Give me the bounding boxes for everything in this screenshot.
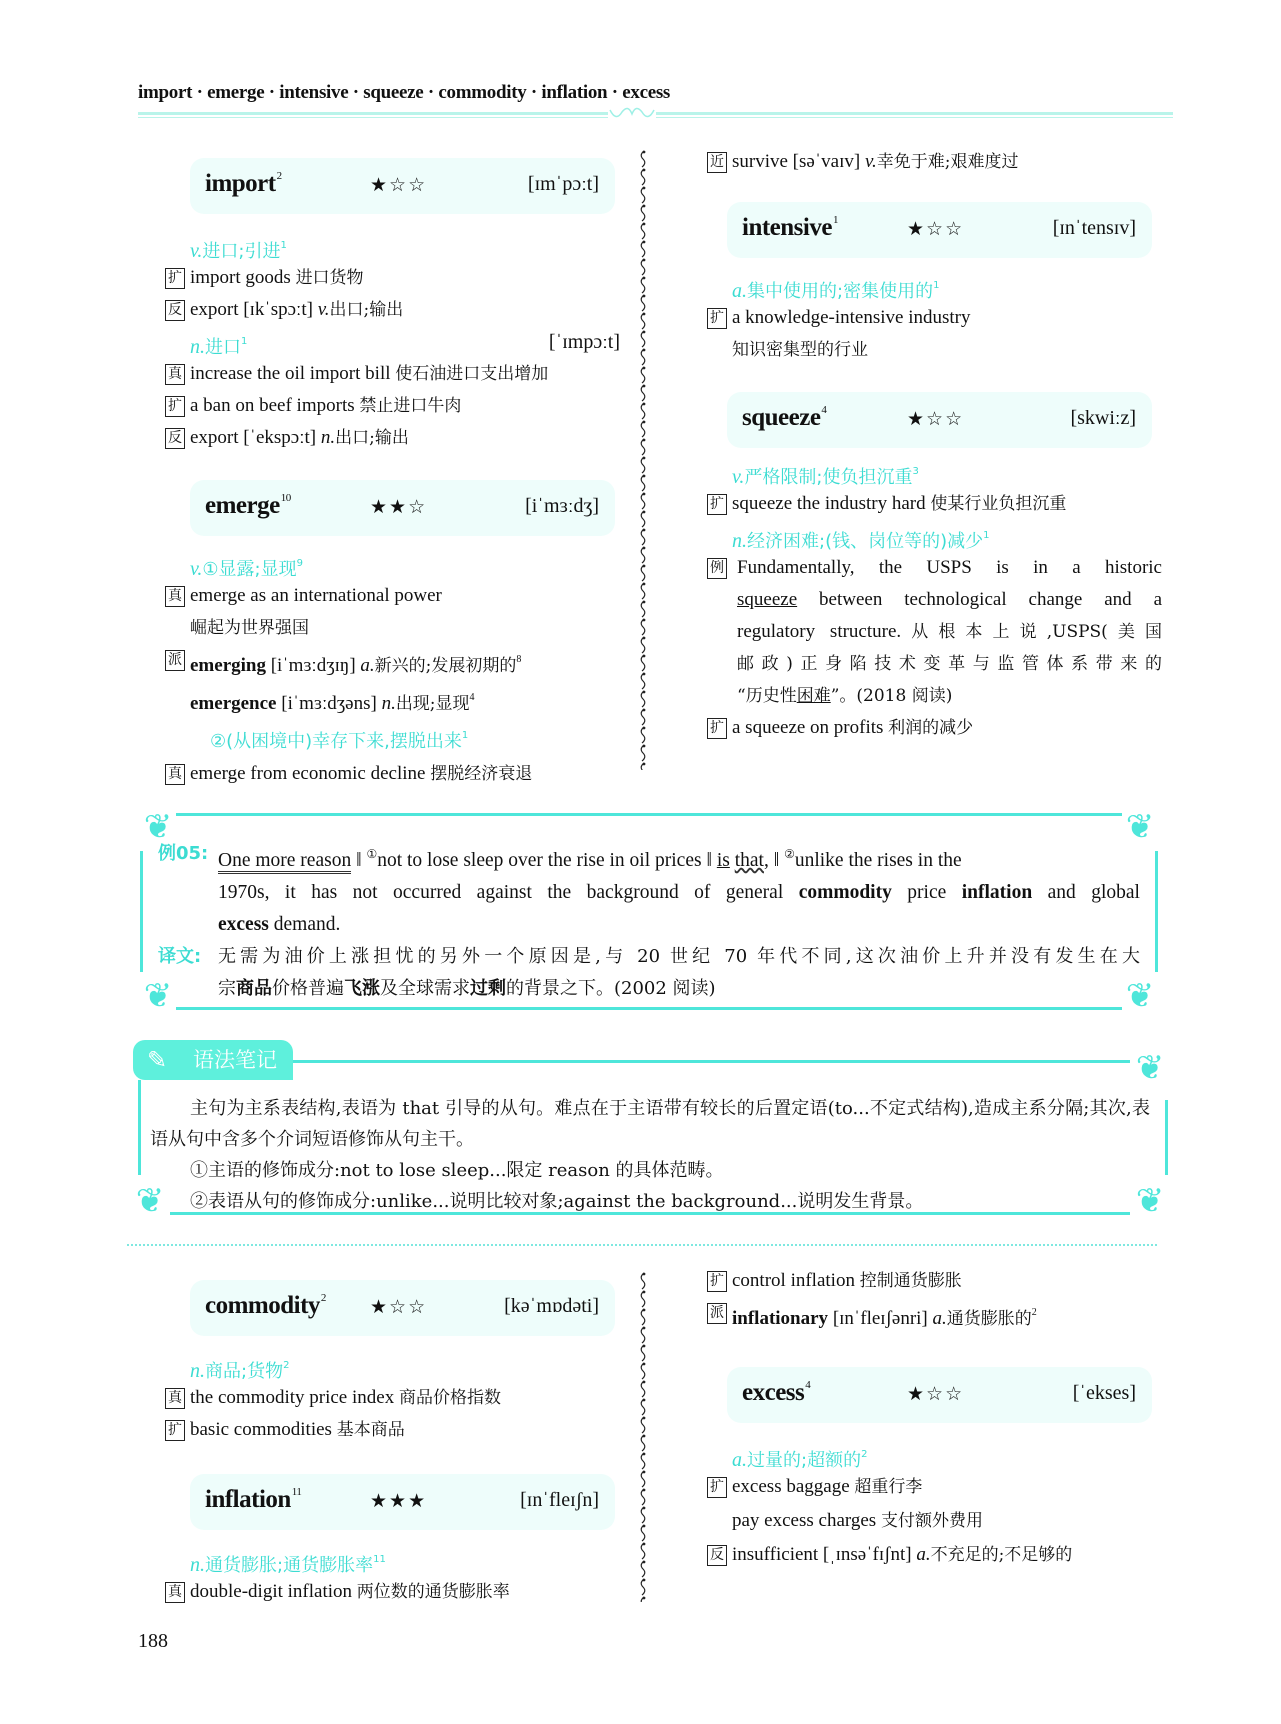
- definition: a.集中使用的;密集使用的$^1$: [732, 280, 940, 302]
- entry-derivative: 派 emerging [iˈmɜːdʒɪŋ] a.新兴的;发展初期的$^8$: [165, 644, 620, 682]
- entry-antonym: 反 insufficient [ˌɪnsəˈfɪʃnt] a.不充足的;不足够的: [707, 1539, 1162, 1571]
- definition: n.通货膨胀;通货膨胀率$^{11}$: [190, 1554, 386, 1576]
- headword: intensive$^1$: [742, 214, 838, 241]
- ant-tag-icon: 反: [707, 1545, 727, 1566]
- entry-antonym: 反 export [ɪkˈspɔːt] v.出口;输出: [165, 294, 620, 326]
- headword: commodity$^2$: [205, 1292, 326, 1319]
- corner-ornament-icon: ❦: [1125, 976, 1155, 1016]
- grammar-notes-box: [130, 1040, 1170, 1221]
- definition: n.进口$^1$ [ˈɪmpɔːt]: [190, 331, 620, 358]
- definition: n.商品;货物$^2$: [190, 1360, 290, 1382]
- example-tag-icon: 例: [707, 558, 727, 579]
- syn-tag-icon: 近: [707, 152, 727, 173]
- phonetic: [ɪnˈfleɪʃn]: [520, 1489, 599, 1511]
- entry-example: 例 Fundamentally, the USPS is in a historic squeeze between technological change and a regulatory structure.从根本上说,USPS(美国 邮政)正身陷技术变革与监管体系带来的 “历史性困难”。(2018 阅读): [707, 552, 1162, 712]
- entry-synonym: 近 survive [səˈvaɪv] v.幸免于难;艰难度过: [707, 146, 1162, 178]
- star-rating: ★★★: [370, 1490, 428, 1512]
- grammar-paragraph: 主句为主系表结构,表语为 that 引导的从句。难点在于主语带有较长的后置定语(to...不定式结构),造成主系分隔;其次,表语从句中含多个介词短语修饰从句主干。: [150, 1098, 1150, 1150]
- corner-ornament-icon: ❦: [143, 807, 173, 847]
- right-column-bottom: [707, 1265, 1162, 1571]
- right-column-top: [707, 146, 1162, 744]
- section-divider: [127, 1244, 1157, 1246]
- star-rating: ★☆☆: [370, 174, 428, 196]
- phonetic: [ɪmˈpɔːt]: [527, 173, 599, 195]
- wave-ornament-icon: [608, 106, 656, 122]
- extension-2: pay excess charges 支付额外费用: [732, 1510, 983, 1531]
- entry-real-exam: 真 double-digit inflation 两位数的通货膨胀率: [165, 1576, 620, 1608]
- entry-real-exam: 真 emerge from economic decline 摆脱经济衰退: [165, 758, 620, 790]
- star-rating: ★☆☆: [907, 1383, 965, 1405]
- definition: a.过量的;超额的$^2$: [732, 1449, 868, 1471]
- corner-ornament-icon: ❦: [1125, 807, 1155, 847]
- phonetic: [ɪnˈtensɪv]: [1052, 217, 1136, 239]
- translation: 知识密集型的行业: [732, 340, 868, 360]
- real-tag-icon: 真: [165, 1582, 185, 1603]
- ant-tag-icon: 反: [165, 300, 185, 321]
- translation: 崛起为世界强国: [190, 618, 309, 638]
- star-rating: ★☆☆: [907, 408, 965, 430]
- deriv-tag-icon: 派: [707, 1303, 727, 1324]
- definition: v.①显露;显现$^9$: [190, 558, 303, 580]
- wordbox-emerge: [190, 480, 615, 536]
- column-divider: [638, 150, 648, 770]
- entry-extension: 扩 a ban on beef imports 禁止进口牛肉: [165, 390, 620, 422]
- ext-tag-icon: 扩: [707, 718, 727, 739]
- definition: v.进口;引进$^1$: [190, 240, 287, 262]
- real-tag-icon: 真: [165, 764, 185, 785]
- ant-tag-icon: 反: [165, 428, 185, 449]
- ext-tag-icon: 扩: [707, 308, 727, 329]
- example-sentence: One more reason ‖ ①not to lose sleep over the rise in oil prices ‖ is that, ‖ ②unlike the rises in the: [218, 838, 1140, 877]
- left-column-bottom: [165, 1280, 620, 1608]
- corner-ornament-icon: ❦: [143, 976, 173, 1016]
- grammar-point-1: ①主语的修饰成分:not to lose sleep...限定 reason 的具体范畴。: [190, 1160, 724, 1181]
- pen-icon: ✎: [147, 1046, 168, 1074]
- left-column-top: [165, 158, 620, 790]
- entry-extension: 扩 import goods 进口货物: [165, 262, 620, 294]
- ext-tag-icon: 扩: [165, 1420, 185, 1441]
- star-rating: ★☆☆: [370, 1296, 428, 1318]
- entry-derivative: 派 inflationary [ɪnˈfleɪʃənri] a.通货膨胀的$^2$: [707, 1297, 1162, 1335]
- wordbox-squeeze: [727, 392, 1152, 448]
- headword: squeeze$^4$: [742, 404, 827, 431]
- ext-tag-icon: 扩: [707, 1477, 727, 1498]
- real-tag-icon: 真: [165, 364, 185, 385]
- translation-label: 译文:: [158, 946, 202, 967]
- definition: v.严格限制;使负担沉重$^3$: [732, 466, 919, 488]
- entry-real-exam: 真 the commodity price index 商品价格指数: [165, 1382, 620, 1414]
- entry-real-exam: 真 increase the oil import bill 使石油进口支出增加: [165, 358, 620, 390]
- entry-extension: 扩 basic commodities 基本商品: [165, 1414, 620, 1446]
- wordbox-commodity: [190, 1280, 615, 1336]
- page-header-title: import · emerge · intensive · squeeze · commodity · inflation · excess: [138, 82, 671, 103]
- entry-extension: 扩 control inflation 控制通货膨胀: [707, 1265, 1162, 1297]
- headword: import$^2$: [205, 170, 282, 197]
- star-rating: ★☆☆: [907, 218, 965, 240]
- wordbox-inflation: [190, 1474, 615, 1530]
- example-label: 例05:: [158, 843, 209, 864]
- headword: excess$^4$: [742, 1379, 811, 1406]
- real-tag-icon: 真: [165, 586, 185, 607]
- real-tag-icon: 真: [165, 1388, 185, 1409]
- entry-extension: 扩 excess baggage 超重行李: [707, 1471, 1162, 1503]
- ext-tag-icon: 扩: [707, 494, 727, 515]
- entry-extension: 扩 a squeeze on profits 利润的减少: [707, 712, 1162, 744]
- phonetic: [iˈmɜːdʒ]: [525, 495, 599, 517]
- headword: inflation$^{11}$: [205, 1486, 302, 1513]
- column-divider: [638, 1272, 648, 1602]
- star-rating: ★★☆: [370, 496, 428, 518]
- phonetic: [kəˈmɒdəti]: [504, 1295, 599, 1317]
- wordbox-excess: [727, 1367, 1152, 1423]
- phonetic: [skwiːz]: [1070, 407, 1136, 429]
- example-translation: 无需为油价上涨担忧的另外一个原因是,与 20 世纪 70 年代不同,这次油价上升并没有发生在大: [218, 946, 1140, 967]
- grammar-notes-header: ✎ 语法笔记: [133, 1040, 293, 1080]
- headword: emerge$^{10}$: [205, 492, 291, 519]
- example-sentence-box: ❦ ❦ ❦ ❦ 例05: One more reason ‖ ①not to lose sleep over the rise in oil prices ‖ is that, ‖ ②unlike the rises in the 1970s, it has not occurred against the background of general commodity price inflation and global excess demand. 译文: 无需为油价上涨担忧的另外一个原因是,与 20 世纪 70 年代不同,这次油价上升并没有发生在大 宗商品价格普遍飞涨及全球需求过剩的背景之下。(2002 阅读): [138, 813, 1160, 1010]
- definition: n.经济困难;(钱、岗位等的)减少$^1$: [732, 530, 990, 552]
- page-number: 188: [138, 1630, 168, 1652]
- entry-real-exam: 真 emerge as an international power: [165, 580, 620, 612]
- corner-ornament-icon: ❦: [1135, 1048, 1165, 1088]
- ext-tag-icon: 扩: [165, 268, 185, 289]
- entry-extension: 扩 squeeze the industry hard 使某行业负担沉重: [707, 488, 1162, 520]
- entry-antonym: 反 export [ˈekspɔːt] n.出口;输出: [165, 422, 620, 454]
- ext-tag-icon: 扩: [165, 396, 185, 417]
- phonetic: [ˈekses]: [1072, 1382, 1136, 1404]
- header-divider: [138, 110, 1173, 120]
- definition: ②(从困境中)幸存下来,摆脱出来$^1$: [210, 730, 469, 752]
- corner-ornament-icon: ❦: [135, 1181, 165, 1221]
- corner-ornament-icon: ❦: [1135, 1181, 1165, 1221]
- derivative-2: emergence [iˈmɜːdʒəns] n.出现;显现$^4$: [190, 692, 475, 714]
- ext-tag-icon: 扩: [707, 1271, 727, 1292]
- wordbox-intensive: [727, 202, 1152, 258]
- deriv-tag-icon: 派: [165, 650, 185, 671]
- wordbox-import: [190, 158, 615, 214]
- entry-extension: 扩 a knowledge-intensive industry: [707, 302, 1162, 334]
- grammar-point-2: ②表语从句的修饰成分:unlike...说明比较对象;against the background...说明发生背景。: [190, 1191, 924, 1212]
